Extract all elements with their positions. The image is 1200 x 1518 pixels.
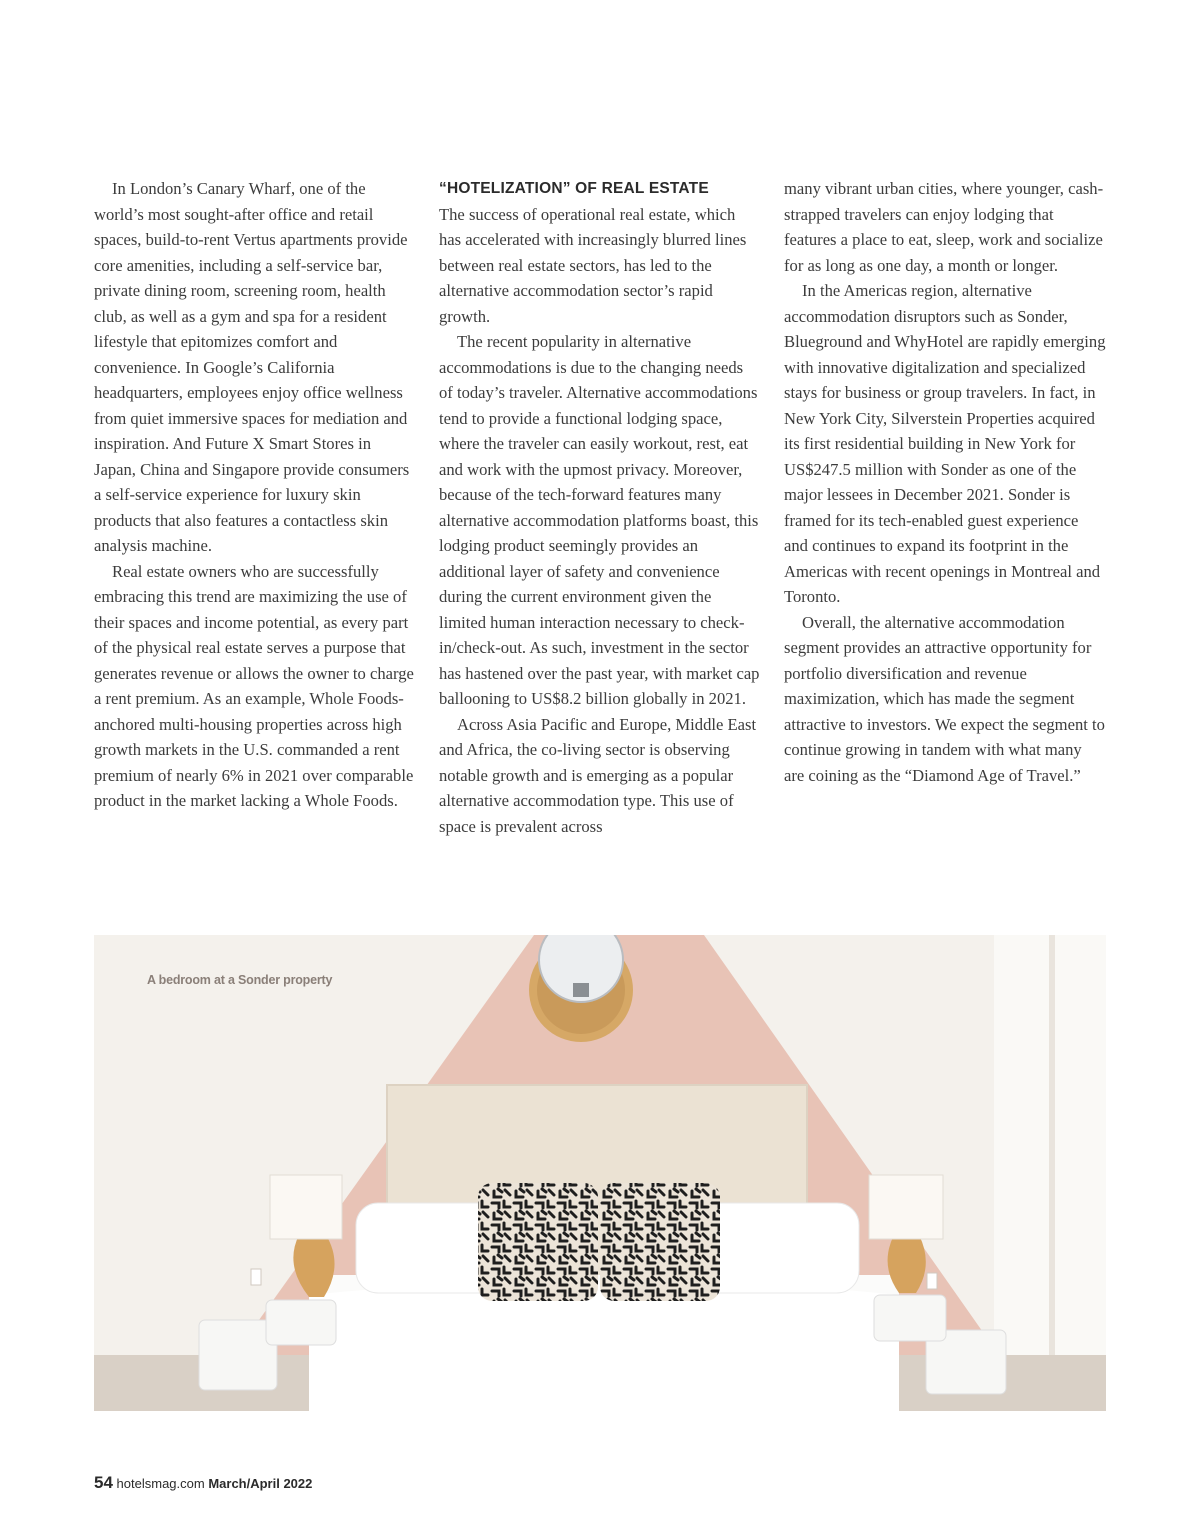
page-footer — [94, 1473, 312, 1493]
site-name: hotelsmag.com — [116, 1476, 205, 1491]
photo-caption: A bedroom at a Sonder property — [147, 973, 333, 987]
pillow — [478, 1183, 598, 1301]
bedroom-photo — [94, 935, 1106, 1411]
bedroom-illustration — [94, 935, 1106, 1411]
article-column-1 — [94, 176, 416, 814]
paragraph: The success of operational real estate, which has accelerated with increasingly blurred lines between real estate sectors, has led to the alternative accommodation sector’s rapid growth. — [439, 204, 747, 326]
article-column-3 — [784, 176, 1106, 788]
round-mirror — [529, 935, 633, 1042]
issue-date: March/April 2022 — [208, 1476, 313, 1491]
paragraph: The recent popularity in alternative accommodations is due to the changing needs of today’s traveler. Alternative accommodations tend to provide a functional lodging space, where the traveler can easily workout, rest, eat and work with the upmost privacy. Moreover, because of the tech-forward features many alternative accommodation platforms boast, this lodging product seemingly provides an additional layer of safety and convenience during the current environment given the limited human interaction necessary to check-in/check-out. As such, investment in the sector has hastened over the past year, with market cap ballooning to US$8.2 billion globally in 2021. — [439, 332, 760, 708]
paragraph: In London’s Canary Wharf, one of the world’s most sought-after office and retail spaces, build-to-rent Vertus apartments provide core amenities, including a self-service bar, private dining room, screening room, health club, as well as a gym and spa for a resident lifestyle that epitomizes comfort and convenience. In Google’s California headquarters, employees enjoy office wellness from quiet immersive spaces for mediation and inspiration. And Future X Smart Stores in Japan, China and Singapore provide consumers a self-service experience for luxury skin products that also features a contactless skin analysis machine. — [94, 179, 410, 555]
page-number: 54 — [94, 1473, 113, 1492]
paragraph: many vibrant urban cities, where younger, cash-strapped travelers can enjoy lodging that features a place to eat, sleep, work and socialize for as long as one day, a month or longer. — [784, 179, 1104, 275]
paragraph: In the Americas region, alternative accommodation disruptors such as Sonder, Blueground and WhyHotel are rapidly emerging with innovative digitalization and specialized stays for business or group travelers. In fact, in New York City, Silverstein Properties acquired its first residential building in New York for US$247.5 million with Sonder as one of the major lessees in December 2021. Sonder is framed for its tech-enabled guest experience and continues to expand its footprint in the Americas with recent openings in Montreal and Toronto. — [784, 281, 1106, 606]
paragraph: Real estate owners who are successfully embracing this trend are maximizing the use of their spaces and income potential, as every part of the physical real estate serves a purpose that generates revenue or allows the owner to charge a rent premium. As an example, Whole Foods-anchored multi-housing properties across high growth markets in the U.S. commanded a rent premium of nearly 6% in 2021 over comparable product in the market lacking a Whole Foods. — [94, 561, 414, 810]
paragraph: Overall, the alternative accommodation segment provides an attractive opportunity for portfolio diversification and revenue maximization, which has made the segment attractive to investors. We expect the segment to continue growing in tandem with what many are coining as the “Diamond Age of Travel.” — [784, 612, 1105, 785]
article-column-2 — [439, 176, 761, 839]
pillow — [600, 1183, 720, 1301]
section-heading: “HOTELIZATION” OF REAL ESTATE — [439, 180, 709, 197]
paragraph: Across Asia Pacific and Europe, Middle East and Africa, the co-living sector is observing notable growth and is emerging as a popular alternative accommodation type. This use of space is prevalent across — [439, 714, 757, 836]
